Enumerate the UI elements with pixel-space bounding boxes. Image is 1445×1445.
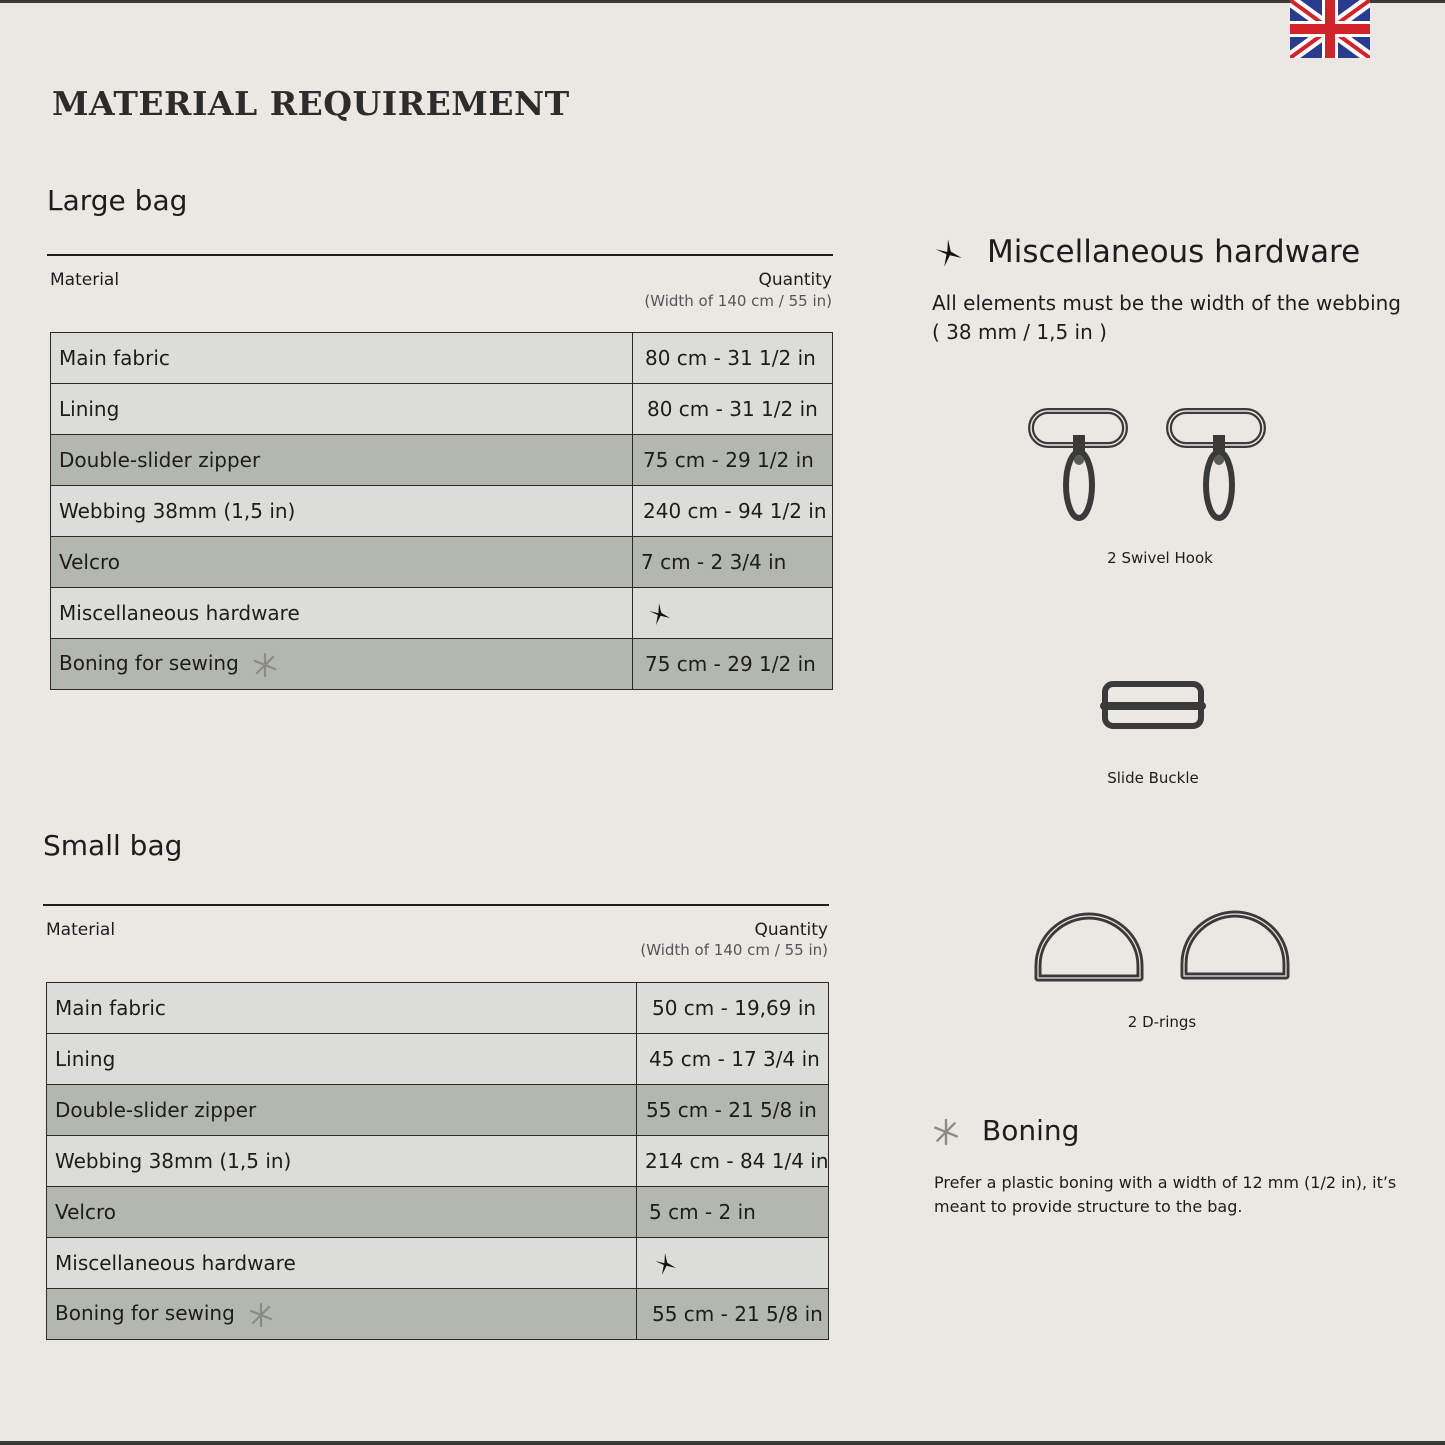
black-star-icon bbox=[647, 602, 671, 626]
quantity-cell: 240 cm - 94 1/2 in bbox=[643, 499, 827, 523]
large-bag-header-rule bbox=[47, 254, 833, 256]
swivel-hook-icon bbox=[1163, 405, 1273, 525]
hardware-description: All elements must be the width of the webbing ( 38 mm / 1,5 in ) bbox=[932, 291, 1401, 344]
small-bag-quantity-header: Quantity bbox=[754, 920, 828, 940]
slide-buckle-caption: Slide Buckle bbox=[1107, 769, 1199, 787]
material-cell: Double-slider zipper bbox=[51, 435, 633, 486]
small-bag-table bbox=[46, 982, 829, 1340]
large-bag-title: Large bag bbox=[47, 184, 188, 217]
quantity-cell: 45 cm - 17 3/4 in bbox=[649, 1047, 820, 1071]
d-ring-icon bbox=[1030, 908, 1148, 988]
table-row bbox=[51, 588, 833, 639]
material-cell: Lining bbox=[51, 384, 633, 435]
quantity-cell: 55 cm - 21 5/8 in bbox=[646, 1098, 817, 1122]
large-bag-quantity-header: Quantity bbox=[758, 270, 832, 290]
table-row bbox=[47, 1085, 829, 1136]
material-cell: Lining bbox=[47, 1034, 637, 1085]
material-cell: Velcro bbox=[51, 537, 633, 588]
material-cell: Main fabric bbox=[51, 333, 633, 384]
table-row bbox=[51, 333, 833, 384]
table-row bbox=[51, 486, 833, 537]
table-row bbox=[47, 983, 829, 1034]
small-bag-material-header: Material bbox=[46, 920, 116, 940]
d-ring-icon bbox=[1176, 906, 1294, 986]
table-row bbox=[51, 639, 833, 690]
table-row bbox=[51, 384, 833, 435]
table-row bbox=[51, 537, 833, 588]
table-row bbox=[47, 1034, 829, 1085]
black-star-icon bbox=[653, 1252, 677, 1276]
material-cell: Miscellaneous hardware bbox=[51, 588, 633, 639]
swivel-hook-caption: 2 Swivel Hook bbox=[1107, 549, 1213, 567]
grey-star-icon bbox=[933, 1119, 959, 1145]
boning-description: Prefer a plastic boning with a width of 12 mm (1/2 in), it’s meant to provide structure to the bag. bbox=[934, 1173, 1397, 1216]
top-border bbox=[0, 0, 1445, 3]
grey-star-icon bbox=[249, 1303, 273, 1327]
small-bag-title: Small bag bbox=[43, 829, 183, 862]
material-cell: Boning for sewing bbox=[59, 651, 239, 676]
material-cell: Double-slider zipper bbox=[47, 1085, 637, 1136]
table-row bbox=[47, 1136, 829, 1187]
swivel-hook-icon bbox=[1025, 405, 1135, 525]
material-cell: Webbing 38mm (1,5 in) bbox=[47, 1136, 637, 1187]
large-bag-table bbox=[50, 332, 833, 690]
page-title: MATERIAL REQUIREMENT bbox=[52, 84, 570, 123]
quantity-cell: 80 cm - 31 1/2 in bbox=[645, 346, 816, 370]
bottom-border bbox=[0, 1441, 1445, 1445]
table-row bbox=[51, 435, 833, 486]
material-cell: Velcro bbox=[47, 1187, 637, 1238]
d-rings-caption: 2 D-rings bbox=[1127, 1013, 1197, 1031]
boning-title: Boning bbox=[982, 1114, 1080, 1147]
table-row bbox=[47, 1289, 829, 1340]
table-row bbox=[47, 1187, 829, 1238]
grey-star-icon bbox=[253, 653, 277, 677]
quantity-cell: 5 cm - 2 in bbox=[649, 1200, 756, 1224]
quantity-cell: 75 cm - 29 1/2 in bbox=[645, 652, 816, 676]
material-cell: Webbing 38mm (1,5 in) bbox=[51, 486, 633, 537]
table-row bbox=[47, 1238, 829, 1289]
material-cell: Boning for sewing bbox=[55, 1301, 235, 1326]
quantity-cell: 55 cm - 21 5/8 in bbox=[652, 1302, 823, 1326]
black-star-icon bbox=[933, 238, 963, 268]
material-cell: Miscellaneous hardware bbox=[47, 1238, 637, 1289]
small-bag-quantity-note: (Width of 140 cm / 55 in) bbox=[640, 941, 828, 959]
quantity-cell: 214 cm - 84 1/4 in bbox=[645, 1149, 829, 1173]
union-jack-flag-icon[interactable] bbox=[1290, 0, 1370, 58]
quantity-cell: 7 cm - 2 3/4 in bbox=[641, 550, 787, 574]
large-bag-quantity-note: (Width of 140 cm / 55 in) bbox=[644, 292, 832, 310]
small-bag-header-rule bbox=[43, 904, 829, 906]
hardware-title: Miscellaneous hardware bbox=[987, 234, 1361, 270]
material-cell: Main fabric bbox=[47, 983, 637, 1034]
quantity-cell: 80 cm - 31 1/2 in bbox=[647, 397, 818, 421]
quantity-cell: 50 cm - 19,69 in bbox=[652, 996, 817, 1020]
large-bag-material-header: Material bbox=[50, 270, 120, 290]
quantity-cell: 75 cm - 29 1/2 in bbox=[643, 448, 814, 472]
slide-buckle-icon bbox=[1095, 676, 1211, 734]
